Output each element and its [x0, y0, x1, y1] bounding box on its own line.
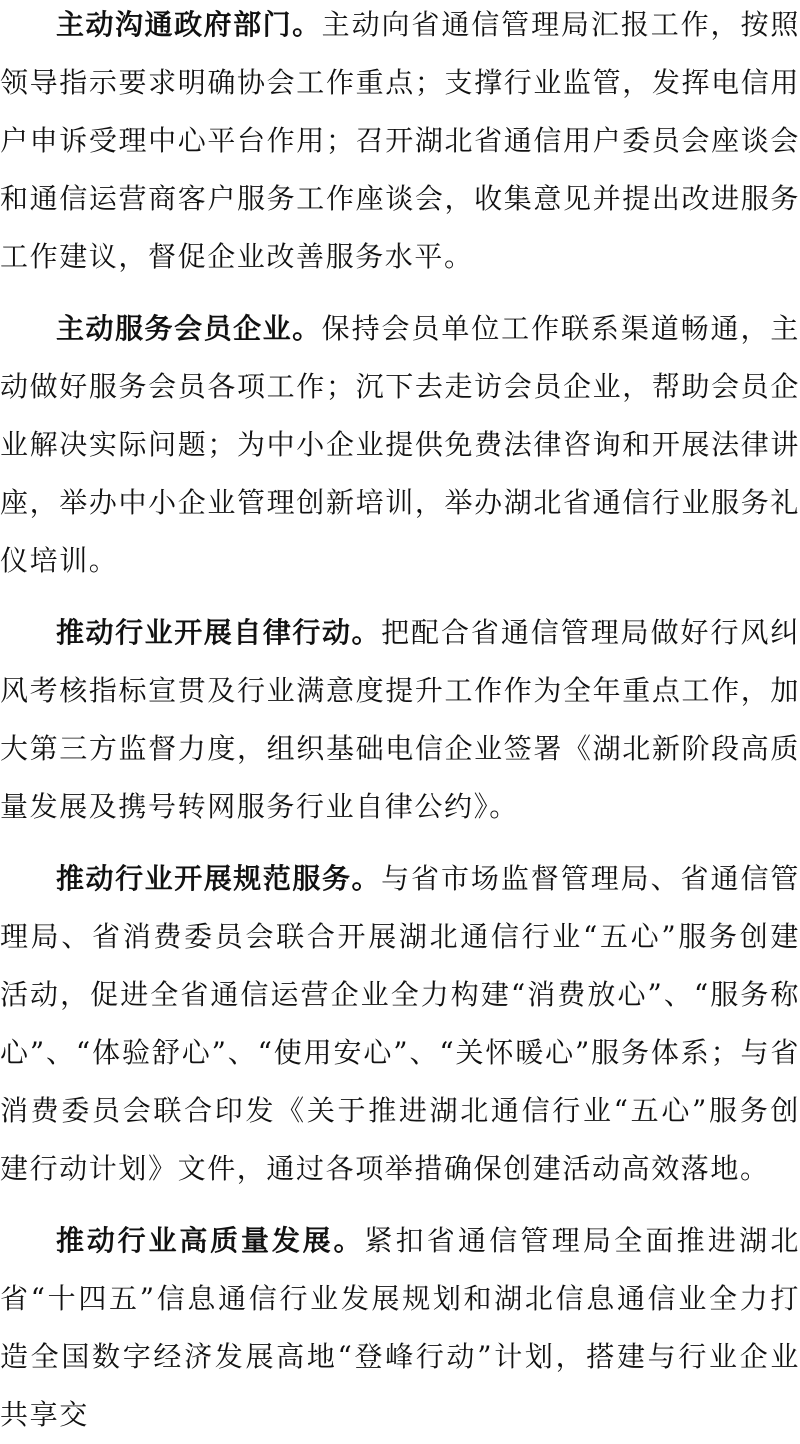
paragraph-body: 保持会员单位工作联系渠道畅通，主动做好服务会员各项工作；沉下去走访会员企业，帮助会员企业解决实际问题；为中小企业提供免费法律咨询和开展法律讲座，举办中小企业管理创新培训，举办湖北省通信行业服务礼仪培训。	[0, 312, 800, 577]
paragraph-body: 主动向省通信管理局汇报工作，按照领导指示要求明确协会工作重点；支撑行业监管，发挥电信用户申诉受理中心平台作用；召开湖北省通信用户委员会座谈会和通信运营商客户服务工作座谈会，收集意见并提出改进服务工作建议，督促企业改善服务水平。	[0, 8, 800, 273]
paragraph-body: 与省市场监督管理局、省通信管理局、省消费委员会联合开展湖北通信行业“五心”服务创建活动，促进全省通信运营企业全力构建“消费放心”、“服务称心”、“体验舒心”、“使用安心”、“关怀暖心”服务体系；与省消费委员会联合印发《关于推进湖北通信行业“五心”服务创建行动计划》文件，通过各项举措确保创建活动高效落地。	[0, 862, 800, 1185]
paragraph-member-service	[0, 300, 800, 590]
paragraph-heading: 主动沟通政府部门。	[56, 8, 322, 41]
paragraph-heading: 推动行业开展自律行动。	[56, 616, 382, 649]
paragraph-heading: 推动行业高质量发展。	[56, 1224, 365, 1257]
paragraph-heading: 主动服务会员企业。	[56, 312, 322, 345]
paragraph-government-communication	[0, 0, 800, 286]
paragraph-high-quality-development	[0, 1212, 800, 1444]
paragraph-self-discipline	[0, 604, 800, 836]
paragraph-body: 把配合省通信管理局做好行风纠风考核指标宣贯及行业满意度提升工作作为全年重点工作，加大第三方监督力度，组织基础电信企业签署《湖北新阶段高质量发展及携号转网服务行业自律公约》。	[0, 616, 800, 823]
paragraph-standard-service	[0, 850, 800, 1198]
paragraph-heading: 推动行业开展规范服务。	[56, 862, 382, 895]
paragraph-body: 紧扣省通信管理局全面推进湖北省“十四五”信息通信行业发展规划和湖北信息通信业全力打造全国数字经济发展高地“登峰行动”计划，搭建与行业企业共享交	[0, 1224, 800, 1431]
